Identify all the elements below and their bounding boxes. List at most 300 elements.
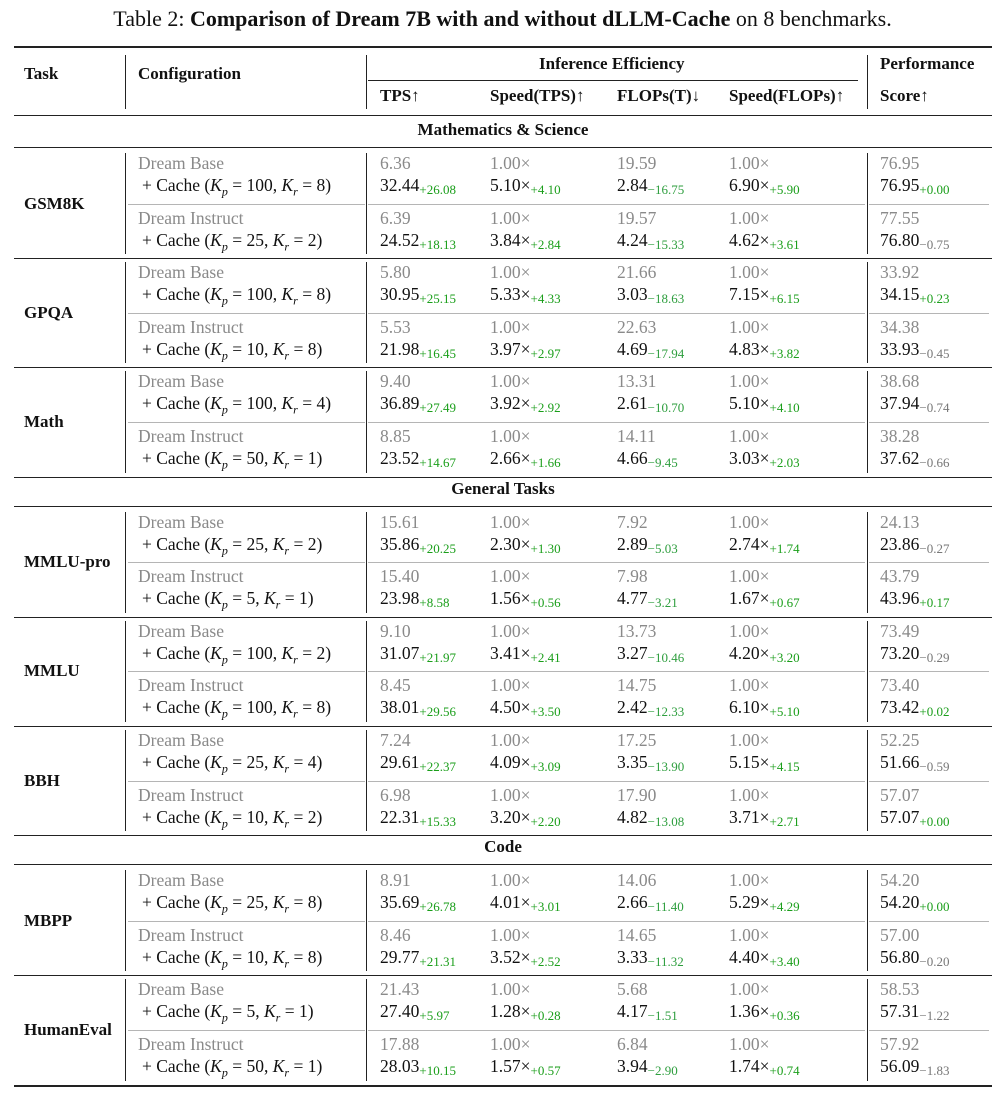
cache-speed-tps-value: 1.57× — [490, 1056, 531, 1076]
perf-divider — [867, 870, 868, 971]
base-flops: 7.92 — [617, 511, 648, 532]
base-config: Dream Instruct — [138, 426, 244, 446]
cache-tps-value: 35.69 — [380, 892, 420, 913]
base-speed-flops: 1.00× — [729, 371, 770, 392]
cache-speed-tps-value: 3.84× — [490, 229, 531, 250]
cache-config: + Cache ($K_p = 10$, $K_r = 8$) — [142, 338, 323, 363]
cache-tps-delta: +5.97 — [419, 1008, 450, 1024]
cache-flops — [617, 891, 684, 918]
header-speed-tps: Speed(TPS)↑ — [490, 86, 585, 105]
header-divider-config — [366, 55, 367, 109]
task-name: BBH — [24, 770, 60, 790]
base-config: Dream Instruct — [138, 566, 244, 587]
cache-speed-tps-value: 2.30× — [490, 533, 531, 554]
cache-tps-delta: +15.33 — [419, 813, 456, 829]
cache-speed-flops-delta: +3.20 — [769, 649, 800, 665]
cache-speed-flops — [729, 392, 800, 419]
section-title: Code — [484, 837, 522, 857]
cache-kr: 8 — [307, 892, 317, 913]
cache-flops-value: 4.82 — [617, 806, 648, 827]
cache-tps — [380, 696, 456, 723]
bottom-rule — [14, 1085, 992, 1087]
cache-score — [880, 533, 949, 560]
config-divider — [366, 979, 367, 1080]
cache-speed-tps-delta: +2.84 — [530, 236, 561, 252]
cache-flops-value: 2.89 — [617, 533, 648, 554]
task-name: MMLU-pro — [24, 552, 111, 572]
cache-tps — [380, 283, 456, 310]
perf-divider — [867, 262, 868, 363]
base-score: 34.38 — [880, 316, 920, 337]
cache-flops-delta: −16.75 — [647, 182, 685, 197]
cache-kp: 100 — [246, 642, 273, 663]
base-speed-tps: 1.00× — [490, 316, 531, 337]
cache-speed-flops — [729, 174, 800, 201]
cache-tps — [380, 806, 456, 833]
base-flops: 19.57 — [617, 207, 657, 228]
cache-tps — [380, 229, 456, 256]
cache-flops-value: 4.66 — [617, 448, 648, 468]
cache-score-value: 56.09 — [880, 1056, 920, 1076]
cache-tps-value: 29.61 — [380, 752, 420, 772]
cache-tps — [380, 174, 456, 201]
cache-tps-value: 23.52 — [380, 448, 420, 468]
cache-speed-tps-value: 4.50× — [490, 697, 531, 718]
cache-speed-flops-value: 1.67× — [729, 588, 770, 609]
base-tps: 5.53 — [380, 316, 411, 337]
cache-speed-tps-delta: +2.92 — [530, 400, 561, 416]
cache-flops-delta: −15.33 — [647, 236, 685, 252]
cache-tps — [380, 533, 456, 560]
cache-speed-flops-delta: +5.90 — [769, 182, 800, 197]
base-tps: 8.91 — [380, 870, 411, 891]
base-score: 57.00 — [880, 924, 920, 945]
cache-speed-tps-delta: +0.57 — [530, 1063, 561, 1078]
cache-speed-flops-delta: +0.36 — [769, 1008, 800, 1024]
cache-flops-value: 3.27 — [617, 642, 648, 663]
cache-speed-tps-delta: +2.97 — [530, 345, 561, 361]
cache-speed-tps-delta: +0.56 — [530, 595, 561, 611]
task-divider — [125, 371, 126, 472]
cache-tps — [380, 392, 456, 419]
cache-score — [880, 392, 949, 419]
cache-speed-tps — [490, 533, 561, 560]
cache-speed-tps-value: 3.20× — [490, 806, 531, 827]
task-name: MBPP — [24, 910, 73, 930]
cache-tps-delta: +29.56 — [419, 704, 456, 720]
cache-speed-flops — [729, 891, 800, 918]
header-divider-perf — [867, 55, 868, 109]
group-divider — [869, 204, 989, 205]
cache-tps-delta: +22.37 — [419, 759, 456, 774]
base-score: 73.49 — [880, 620, 920, 641]
cache-speed-tps-value: 1.28× — [490, 1001, 531, 1022]
cache-tps-value: 22.31 — [380, 806, 420, 827]
base-config: Dream Instruct — [138, 784, 244, 805]
cache-speed-flops-delta: +0.67 — [769, 595, 800, 611]
cache-speed-flops — [729, 338, 800, 365]
cache-speed-tps — [490, 891, 561, 918]
cache-kr: 8 — [307, 946, 317, 967]
cache-kp: 100 — [246, 284, 273, 305]
group-divider — [128, 562, 365, 563]
cache-flops-delta: −9.45 — [647, 455, 678, 470]
perf-divider — [867, 512, 868, 613]
base-flops: 14.11 — [617, 426, 656, 446]
base-tps: 6.98 — [380, 784, 411, 805]
group-divider — [368, 204, 865, 205]
task-divider — [125, 870, 126, 971]
header-task: Task — [24, 64, 59, 83]
base-speed-tps: 1.00× — [490, 924, 531, 945]
base-config: Dream Base — [138, 620, 225, 641]
cache-speed-tps-delta: +4.10 — [530, 182, 561, 197]
cache-score — [880, 751, 949, 778]
cache-tps — [380, 338, 456, 365]
group-divider — [368, 562, 865, 563]
cache-speed-tps — [490, 751, 561, 778]
cache-speed-flops — [729, 447, 800, 474]
cache-tps-value: 35.86 — [380, 533, 420, 554]
group-divider — [869, 1030, 989, 1031]
cache-score-value: 43.96 — [880, 588, 920, 609]
config-divider — [366, 371, 367, 472]
cache-flops — [617, 587, 678, 614]
cache-tps-delta: +21.31 — [419, 953, 456, 969]
cache-flops-value: 2.42 — [617, 697, 648, 718]
cache-flops — [617, 806, 684, 833]
cache-score — [880, 1000, 949, 1027]
cache-speed-flops — [729, 696, 800, 723]
cache-speed-tps — [490, 447, 561, 474]
cache-flops-value: 4.69 — [617, 338, 648, 359]
cache-flops — [617, 751, 684, 778]
cache-speed-flops-value: 4.62× — [729, 229, 770, 250]
cache-score-value: 73.20 — [880, 642, 920, 663]
base-config: Dream Base — [138, 511, 225, 532]
task-name: GPQA — [24, 302, 74, 322]
cache-tps-value: 21.98 — [380, 338, 420, 359]
cache-speed-flops-value: 3.71× — [729, 806, 770, 827]
cache-tps-value: 38.01 — [380, 697, 420, 718]
base-speed-tps: 1.00× — [490, 426, 531, 446]
cache-speed-tps — [490, 229, 561, 256]
cache-config: + Cache ($K_p = 5$, $K_r = 1$) — [142, 1001, 314, 1025]
cache-score — [880, 283, 949, 310]
header-performance: Performance — [880, 54, 975, 73]
cache-kr: 4 — [307, 752, 317, 772]
base-tps: 6.36 — [380, 153, 411, 173]
base-score: 77.55 — [880, 207, 920, 228]
cache-score-delta: +0.02 — [919, 704, 950, 720]
cache-speed-tps — [490, 642, 561, 669]
cache-speed-flops-value: 6.90× — [729, 175, 770, 195]
cache-flops — [617, 642, 684, 669]
base-config: Dream Instruct — [138, 924, 244, 945]
cache-speed-tps-value: 5.10× — [490, 175, 531, 195]
cache-tps-value: 29.77 — [380, 946, 420, 967]
cache-kp: 5 — [246, 588, 256, 609]
cache-score-value: 33.93 — [880, 338, 920, 359]
cache-tps — [380, 1000, 449, 1027]
cache-flops-value: 3.35 — [617, 752, 648, 772]
base-flops: 14.06 — [617, 870, 657, 891]
cache-score-value: 57.07 — [880, 806, 920, 827]
task-name: HumanEval — [24, 1020, 112, 1039]
cache-tps-delta: +20.25 — [419, 540, 456, 556]
cache-flops — [617, 283, 684, 310]
cache-score-value: 76.95 — [880, 175, 920, 195]
cache-score-delta: +0.17 — [919, 595, 950, 611]
cache-tps — [380, 642, 456, 669]
cache-speed-tps — [490, 946, 561, 973]
group-divider — [869, 562, 989, 563]
base-flops: 17.25 — [617, 730, 657, 750]
cache-kr: 1 — [298, 1001, 308, 1022]
base-score: 52.25 — [880, 730, 920, 750]
cache-speed-tps-value: 4.01× — [490, 892, 531, 913]
cache-speed-tps-delta: +2.20 — [530, 813, 561, 829]
base-config: Dream Base — [138, 979, 225, 1000]
task-divider — [125, 153, 126, 254]
inference-efficiency-underline — [368, 80, 858, 81]
base-config: Dream Base — [138, 730, 225, 750]
cache-tps — [380, 891, 456, 918]
cache-speed-flops-delta: +5.10 — [769, 704, 800, 720]
cache-speed-flops-delta: +3.82 — [769, 345, 800, 361]
cache-speed-flops-value: 5.10× — [729, 393, 770, 414]
cache-speed-flops-delta: +0.74 — [769, 1063, 800, 1078]
cache-kp: 10 — [246, 806, 264, 827]
base-tps: 17.88 — [380, 1034, 420, 1054]
cache-config: + Cache ($K_p = 5$, $K_r = 1$) — [142, 588, 314, 612]
cache-tps-delta: +27.49 — [419, 400, 456, 416]
cache-score-delta: −1.22 — [919, 1008, 950, 1024]
cache-kp: 100 — [246, 175, 273, 195]
cache-config: + Cache ($K_p = 50$, $K_r = 1$) — [142, 1056, 323, 1080]
cache-speed-flops — [729, 1055, 800, 1082]
cache-flops-delta: −1.51 — [647, 1008, 678, 1024]
cache-speed-tps — [490, 1000, 561, 1027]
cache-speed-tps — [490, 338, 561, 365]
cache-score-delta: −0.74 — [919, 400, 950, 416]
task-divider — [125, 979, 126, 1080]
cache-flops-delta: −11.40 — [647, 899, 684, 915]
cache-flops-value: 3.94 — [617, 1056, 648, 1076]
config-divider — [366, 870, 367, 971]
cache-score — [880, 1055, 949, 1082]
group-divider — [368, 313, 865, 314]
cache-score-delta: −0.27 — [919, 540, 950, 556]
cache-flops-value: 3.33 — [617, 946, 648, 967]
cache-speed-flops-delta: +1.74 — [769, 540, 800, 556]
cache-score-delta: −0.45 — [919, 345, 950, 361]
cache-config: + Cache ($K_p = 25$, $K_r = 4$) — [142, 752, 323, 776]
cache-tps-delta: +26.78 — [419, 899, 456, 915]
base-speed-flops: 1.00× — [729, 511, 770, 532]
cache-speed-tps-value: 3.41× — [490, 642, 531, 663]
cache-kp: 50 — [246, 1056, 264, 1076]
cache-flops-value: 2.84 — [617, 175, 648, 195]
header-tps: TPS↑ — [380, 86, 420, 105]
cache-tps-value: 27.40 — [380, 1001, 420, 1022]
cache-speed-tps-delta: +4.33 — [530, 291, 561, 307]
cache-speed-flops — [729, 806, 800, 833]
cache-flops — [617, 696, 684, 723]
base-speed-flops: 1.00× — [729, 675, 770, 696]
cache-speed-flops-value: 4.40× — [729, 946, 770, 967]
cache-speed-flops-value: 4.20× — [729, 642, 770, 663]
cache-speed-flops — [729, 1000, 800, 1027]
cache-score — [880, 696, 949, 723]
base-score: 33.92 — [880, 262, 920, 283]
cache-score — [880, 587, 949, 614]
cache-tps — [380, 751, 456, 778]
section-title: General Tasks — [451, 478, 555, 498]
base-config: Dream Base — [138, 870, 225, 891]
base-speed-flops: 1.00× — [729, 426, 770, 446]
cache-score-value: 34.15 — [880, 284, 920, 305]
perf-divider — [867, 153, 868, 254]
group-divider — [368, 671, 865, 672]
base-config: Dream Instruct — [138, 316, 244, 337]
perf-divider — [867, 979, 868, 1080]
cache-speed-tps-value: 3.97× — [490, 338, 531, 359]
task-divider — [125, 262, 126, 363]
base-speed-flops: 1.00× — [729, 924, 770, 945]
cache-speed-tps-delta: +3.01 — [530, 899, 561, 915]
cache-speed-flops — [729, 751, 800, 778]
cache-tps-delta: +14.67 — [419, 455, 456, 470]
cache-score-value: 54.20 — [880, 892, 920, 913]
group-divider — [128, 921, 365, 922]
base-tps: 6.39 — [380, 207, 411, 228]
perf-divider — [867, 621, 868, 722]
base-speed-flops: 1.00× — [729, 979, 770, 1000]
base-speed-flops: 1.00× — [729, 870, 770, 891]
cache-config: + Cache ($K_p = 100$, $K_r = 8$) — [142, 284, 332, 308]
group-divider — [128, 1030, 365, 1031]
base-flops: 19.59 — [617, 153, 657, 173]
task-rule — [14, 617, 992, 618]
cache-config: + Cache ($K_p = 10$, $K_r = 8$) — [142, 946, 323, 971]
cache-speed-flops — [729, 946, 800, 973]
cache-kr: 1 — [307, 448, 317, 468]
cache-tps-delta: +21.97 — [419, 649, 456, 665]
cache-flops-delta: −10.70 — [647, 400, 685, 416]
cache-config: + Cache ($K_p = 25$, $K_r = 8$) — [142, 892, 323, 916]
base-tps: 15.61 — [380, 511, 420, 532]
cache-kp: 10 — [246, 338, 264, 359]
cache-speed-tps — [490, 174, 561, 201]
base-flops: 7.98 — [617, 566, 648, 587]
base-flops: 5.68 — [617, 979, 648, 1000]
base-speed-flops: 1.00× — [729, 566, 770, 587]
group-divider — [128, 313, 365, 314]
base-tps: 5.80 — [380, 262, 411, 283]
cache-speed-tps — [490, 806, 561, 833]
cache-tps-delta: +25.15 — [419, 291, 456, 307]
cache-speed-flops — [729, 229, 800, 256]
cache-score-value: 23.86 — [880, 533, 920, 554]
cache-score-value: 73.42 — [880, 697, 920, 718]
cache-score — [880, 642, 949, 669]
cache-score — [880, 891, 949, 918]
group-divider — [128, 422, 365, 423]
cache-speed-flops — [729, 587, 800, 614]
cache-kr: 2 — [307, 533, 317, 554]
cache-kr: 1 — [298, 588, 308, 609]
base-speed-flops: 1.00× — [729, 730, 770, 750]
cache-tps-value: 31.07 — [380, 642, 420, 663]
group-divider — [128, 204, 365, 205]
cache-score-delta: −0.75 — [919, 236, 950, 252]
header-inference-efficiency: Inference Efficiency — [539, 54, 685, 73]
cache-kp: 25 — [246, 752, 264, 772]
cache-flops — [617, 174, 684, 201]
cache-speed-flops-value: 5.29× — [729, 892, 770, 913]
cache-speed-flops-value: 5.15× — [729, 752, 770, 772]
cache-flops-value: 2.61 — [617, 393, 648, 414]
cache-speed-tps-value: 5.33× — [490, 284, 531, 305]
cache-flops-delta: −3.21 — [647, 595, 678, 611]
cache-tps-delta: +16.45 — [419, 345, 456, 361]
cache-speed-flops — [729, 533, 800, 560]
cache-score-value: 76.80 — [880, 229, 920, 250]
cache-speed-flops-delta: +4.15 — [769, 759, 800, 774]
cache-speed-flops-value: 3.03× — [729, 448, 770, 468]
base-speed-tps: 1.00× — [490, 730, 531, 750]
base-config: Dream Base — [138, 262, 225, 283]
cache-flops-value: 4.24 — [617, 229, 648, 250]
base-config: Dream Base — [138, 371, 225, 392]
cache-speed-tps-delta: +2.52 — [530, 953, 561, 969]
cache-score — [880, 229, 949, 256]
group-divider — [869, 313, 989, 314]
cache-tps-value: 30.95 — [380, 284, 420, 305]
header-bottom-rule — [14, 115, 992, 116]
base-speed-flops: 1.00× — [729, 620, 770, 641]
cache-score-value: 51.66 — [880, 752, 920, 772]
cache-kr: 2 — [316, 642, 326, 663]
group-divider — [368, 781, 865, 782]
cache-speed-flops — [729, 642, 800, 669]
task-divider — [125, 621, 126, 722]
base-flops: 22.63 — [617, 316, 657, 337]
base-score: 76.95 — [880, 153, 920, 173]
base-score: 57.07 — [880, 784, 920, 805]
cache-flops — [617, 392, 684, 419]
cache-kp: 100 — [246, 697, 273, 718]
cache-kp: 100 — [246, 393, 273, 414]
base-score: 24.13 — [880, 511, 920, 532]
base-speed-tps: 1.00× — [490, 784, 531, 805]
cache-score-value: 37.62 — [880, 448, 920, 468]
cache-score — [880, 946, 949, 973]
base-speed-tps: 1.00× — [490, 153, 531, 173]
section-title: Mathematics & Science — [417, 120, 589, 139]
cache-flops — [617, 533, 678, 560]
cache-flops — [617, 447, 678, 474]
base-flops: 14.75 — [617, 675, 657, 696]
base-speed-tps: 1.00× — [490, 371, 531, 392]
header-flops: FLOPs(T)↓ — [617, 86, 701, 105]
cache-tps — [380, 447, 456, 474]
cache-speed-tps-delta: +1.66 — [530, 455, 561, 470]
task-name: Math — [24, 412, 64, 431]
cache-speed-flops — [729, 283, 800, 310]
top-rule — [14, 46, 992, 48]
